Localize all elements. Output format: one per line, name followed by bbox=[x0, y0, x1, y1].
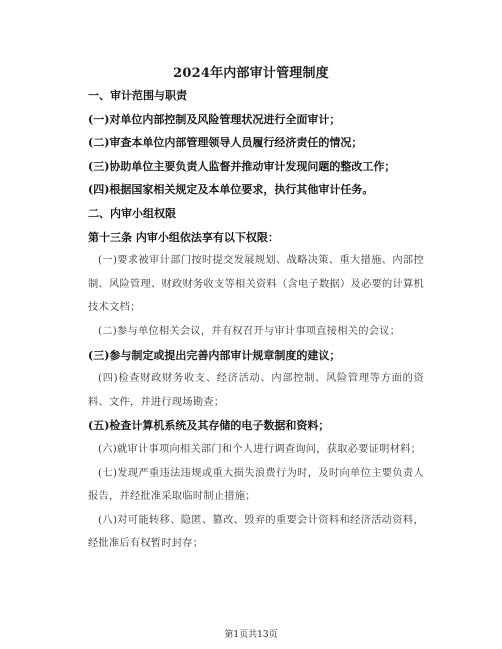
authority-item: (四)检查财政财务收支、经济活动、内部控制、风险管理等方面的资料、文件，并进行现场勘查； bbox=[88, 373, 424, 408]
duty-item: (三)协助单位主要负责人监督并推动审计发现问题的整改工作； bbox=[88, 159, 396, 173]
authority-item: (二)参与单位相关会议，并有权召开与审计事项直接相关的会议； bbox=[98, 325, 401, 337]
authority-item: (五)检查计算机系统及其存储的电子数据和资料； bbox=[88, 419, 330, 433]
authority-item: (八)对可能转移、隐匿、篡改、毁弃的重要会计资料和经济活动资料，经批准后有权暂时封存； bbox=[88, 514, 424, 550]
document-body bbox=[88, 84, 424, 556]
authority-item: (一)要求被审计部门按时提交发展规划、战略决策、重大措施、内部控制、风险管理、财政财务收支等相关资料（含电子数据）及必要的计算机技术文档； bbox=[88, 255, 424, 314]
duty-item: (一)对单位内部控制及风险管理状况进行全面审计； bbox=[88, 112, 341, 126]
section-heading: 一、审计范围与职责 bbox=[88, 89, 187, 102]
duty-item: (二)审查本单位内部管理领导人员履行经济责任的情况； bbox=[88, 136, 363, 150]
duty-item: (四)根据国家相关规定及本单位要求，执行其他审计任务。 bbox=[88, 183, 374, 197]
authority-item: (六)就审计事项向相关部门和个人进行调查询问，获取必要证明材料； bbox=[98, 443, 422, 455]
article-heading: 第十三条 内审小组依法享有以下权限： bbox=[88, 230, 279, 244]
authority-item: (三)参与制定或提出完善内部审计规章制度的建议； bbox=[88, 348, 341, 362]
document-title: 2024年内部审计管理制度 bbox=[173, 66, 329, 81]
page-number: 第1页共13页 bbox=[224, 630, 278, 640]
authority-item: (七)发现严重违法违规或重大损失浪费行为时，及时向单位主要负责人报告，并经批准采取临时制止措施； bbox=[88, 467, 424, 503]
section-heading: 二、内审小组权限 bbox=[88, 206, 176, 220]
